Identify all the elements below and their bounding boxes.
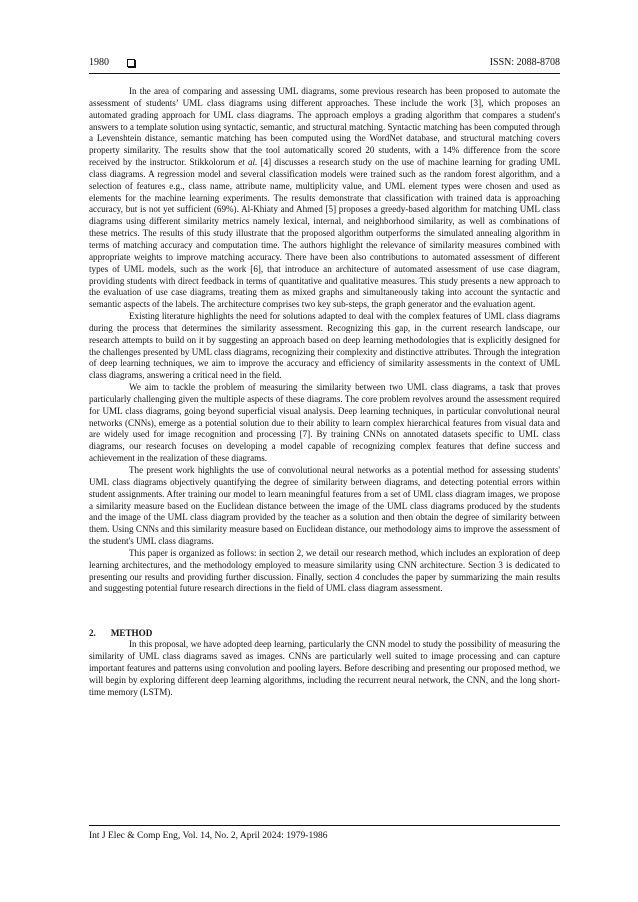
section-number: 2. <box>89 628 96 639</box>
header-divider <box>89 73 560 74</box>
journal-citation: Int J Elec & Comp Eng, Vol. 14, No. 2, April 2024: 1979-1986 <box>89 831 328 841</box>
body-paragraph <box>89 465 560 548</box>
text-run: This paper is organized as follows: in section 2, we detail our research method, which includes an exploration of deep learning architectures, and the methodology employed to measure similarity using CNN architecture. Section 3 is dedicated to presenting our results and providing further discussion. Finally, section 4 concludes the paper by summarizing the main results and suggesting potential future research directions in the field of UML class diagram assessment. <box>89 547 560 594</box>
body-paragraph <box>89 639 560 698</box>
header-left <box>89 57 135 69</box>
body-paragraph <box>89 311 560 382</box>
body-paragraph <box>89 382 560 465</box>
text-run: In the area of comparing and assessing UML diagrams, some previous research has been proposed to automate the assessment of students’ UML class diagrams using different approaches. These include the work [3], which proposes an automated grading approach for UML class diagrams. The approach employs a grading algorithm that compares a student's answers to a template solution using syntactic, semantic, and structural matching. Syntactic matching has been computed through a Levenshtein distance, semantic matching has been computed using the WordNet database, and structural matching covers property similarity. The results show that the tool automatically scored 20 students, with a 14% difference from the score received by the instructor. Stikkolorum <box>89 86 560 168</box>
text-run: In this proposal, we have adopted deep learning, particularly the CNN model to study the possibility of measuring the similarity of UML class diagrams saved as images. CNNs are particularly well suited to image processing and can capture important features and patterns using convolution and pooling layers. Before describing and presenting our proposed method, we will begin by exploring different deep learning algorithms, including the recurrent neural network, the CNN, and the long short-time memory (LSTM). <box>89 639 560 697</box>
square-bullet-icon <box>127 59 135 67</box>
text-run: [4] discusses a research study on the use of machine learning for grading UML class diagrams. A regression model and several classification models were trained such as the random forest algorithm, and a selection of features e.g., class name, attribute name, multiplicity value, and UML element types were chosen and used as elements for the machine learning experiments. The results demonstrate that classification with trained data is approaching accuracy, but is not yet sufficient (69%). Al-Khiaty and Ahmed [5] proposes a greedy-based algorithm for matching UML class diagrams using different similarity metrics namely lexical, internal, and neighborhood similarity, as well as combinations of these metrics. The results of this study illustrate that the proposed algorithm outperforms the simulated annealing algorithm in terms of matching accuracy and computation time. The authors highlight the relevance of similarity measures combined with appropriate weights to improve matching accuracy. There have been also contributions to automated assessment of different types of UML models, such as the work [6], that introduce an architecture of automated assessment of use case diagram, providing students with direct feedback in terms of quantitative and qualitative measures. This study presents a new approach to the evaluation of use case diagrams, treating them as mixed graphs and simultaneously taking into account the syntactic and semantic aspects of the labels. The architecture comprises two key sub-steps, the graph generator and the evaluation agent. <box>89 157 560 310</box>
text-run: The present work highlights the use of convolutional neural networks as a potential method for assessing students' UML class diagrams objectively quantifying the degree of similarity between diagrams, and detecting potential errors within student assignments. After training our model to learn meaningful features from a set of UML class diagram images, we propose a similarity measure based on the Euclidean distance between the image of the UML class diagrams produced by the students and the image of the UML class diagram provided by the teacher as a solution and then obtain the degree of similarity between them. Using CNNs and this similarity measure based on Euclidean distance, our methodology aims to improve the assessment of the student's UML class diagrams. <box>89 465 560 547</box>
section-title: METHOD <box>110 628 153 639</box>
introduction-text <box>89 86 560 595</box>
footer-divider <box>89 825 560 826</box>
page-number: 1980 <box>89 57 109 68</box>
journal-issn: ISSN: 2088-8708 <box>489 57 560 68</box>
section-heading <box>89 627 560 639</box>
running-header <box>89 57 560 69</box>
method-text <box>89 639 560 698</box>
italic-text: et al. <box>238 157 258 168</box>
body-paragraph <box>89 86 560 311</box>
text-run: Existing literature highlights the need for solutions adapted to deal with the complex features of UML class diagrams during the process that determines the similarity assessment. Recognizing this gap, in the current research landscape, our research attempts to build on it by suggesting an approach based on deep learning methodologies that is explicitly designed for the challenges presented by UML class diagrams, recognizing their complexity and distinctive attributes. Through the integration of deep learning techniques, we aim to improve the accuracy and efficiency of similarity assessments in the context of UML class diagrams, answering a critical need in the field. <box>89 311 560 381</box>
body-paragraph <box>89 548 560 595</box>
text-run: We aim to tackle the problem of measuring the similarity between two UML class diagrams, a task that proves particularly challenging given the multiple aspects of these diagrams. The core problem revolves around the assessment required for UML class diagrams, going beyond superficial visual analysis. Deep learning techniques, in particular convolutional neural networks (CNNs), emerge as a potential solution due to their ability to learn complex hierarchical features from visual data and are widely used for image recognition and processing [7]. By training CNNs on annotated datasets specific to UML class diagrams, our research focuses on developing a model capable of recognizing complex features that define success and achievement in the realization of these diagrams. <box>89 382 560 464</box>
article-body <box>89 86 560 699</box>
